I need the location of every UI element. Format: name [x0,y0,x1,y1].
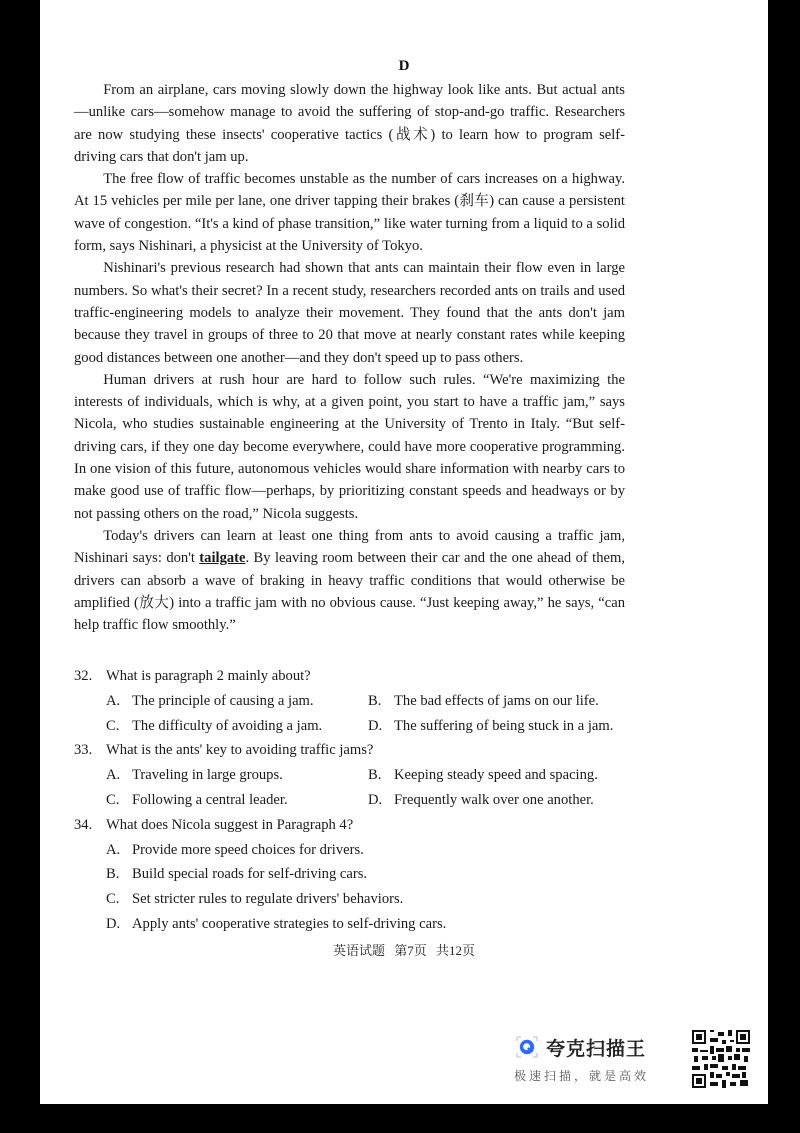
question-stem: What is paragraph 2 mainly about? [106,668,311,684]
question-33 [74,738,634,812]
brand-slogan: 极速扫描，就是高效 [514,1069,650,1083]
paragraph-2: The free flow of traffic becomes unstable as the number of cars increases on a highway. At 15 vehicles per mile per lane, one driver tapping their brakes (刹车) can cause a persistent wave of congestion. “It's a kind of phase transition,” like water turning from a liquid to a solid form, says Nishinari, a physicist at the University of Tokyo. [74,171,625,255]
option-a: A. Provide more speed choices for drivers. [106,841,364,858]
section-title: D [398,58,410,74]
question-number: 34. [74,816,93,833]
brand-name: 夸克扫描王 [546,1038,647,1060]
paragraph-5-after: . By leaving room between their car and the one ahead of them, drivers can absorb a wave of braking in heavy traffic conditions that would otherwise be amplified (放大) into a traffic jam with no obvious cause. “Just keeping away,” he says, “can help traffic flow smoothly.” [74,550,625,634]
option-b: B. Keeping steady speed and spacing. [368,767,598,784]
option-c: C. The difficulty of avoiding a jam. [106,717,323,734]
paragraph-5 [74,525,625,636]
reading-passage [74,79,625,636]
option-a: A. The principle of causing a jam. [106,692,314,709]
option-a: A. Traveling in large groups. [106,767,283,784]
question-stem: What does Nicola suggest in Paragraph 4? [106,816,354,833]
paragraph-4: Human drivers at rush hour are hard to follow such rules. “We're maximizing the interests of individuals, which is why, at a given point, you start to have a traffic jam,” says Nicola, who studies sustainable engineering at the University of Trento in Italy. “But self-driving cars, if they one day become everywhere, could have more cooperative programming. In one vision of this future, autonomous vehicles would share information with nearby cars to make good use of traffic flow—perhaps, by prioritizing constant speeds and headways or by not passing others on the road,” Nicola suggests. [74,371,625,522]
option-d: D. Apply ants' cooperative strategies to self-driving cars. [106,915,447,932]
underlined-word-tailgate: tailgate [199,550,246,567]
question-list [74,664,634,937]
paragraph-3: Nishinari's previous research had shown that ants can maintain their flow even in large numbers. So what's their secret? In a recent study, researchers recorded ants on trails and used traffic-engineering models to analyze their movement. They found that the ants don't jam because they travel in groups of three to 20 that move at nearly constant rates while keeping good distances between one another—and they don't speed up to pass others. [74,260,625,366]
paragraph-5-before: Today's drivers can learn at least one thing from ants to avoid causing a traffic jam, Nishinari says: don't [74,527,625,567]
qr-code-icon [692,1030,750,1088]
option-c: C. Following a central leader. [106,791,288,808]
option-d: D. Frequently walk over one another. [368,791,594,808]
page-footer: 英语试题 第7页 共12页 [332,943,475,958]
option-d: D. The suffering of being stuck in a jam. [368,717,614,734]
question-34 [74,813,634,937]
question-32 [74,664,634,738]
scanner-watermark [514,1030,714,1092]
question-number: 32. [74,668,93,684]
quark-logo-icon [514,1034,540,1060]
option-b: B. Build special roads for self-driving cars. [106,866,368,883]
question-stem: What is the ants' key to avoiding traffic jams? [106,742,374,759]
option-c: C. Set stricter rules to regulate drivers' behaviors. [106,891,404,908]
exam-page [40,0,768,1104]
option-b: B. The bad effects of jams on our life. [368,692,599,709]
question-number: 33. [74,742,93,759]
paragraph-1: From an airplane, cars moving slowly down the highway look like ants. But actual ants—unlike cars—somehow manage to avoid the suffering of stop-and-go traffic. Researchers are now studying these insects' cooperative tactics (战术) to learn how to program self-driving cars that don't jam up. [74,82,625,165]
